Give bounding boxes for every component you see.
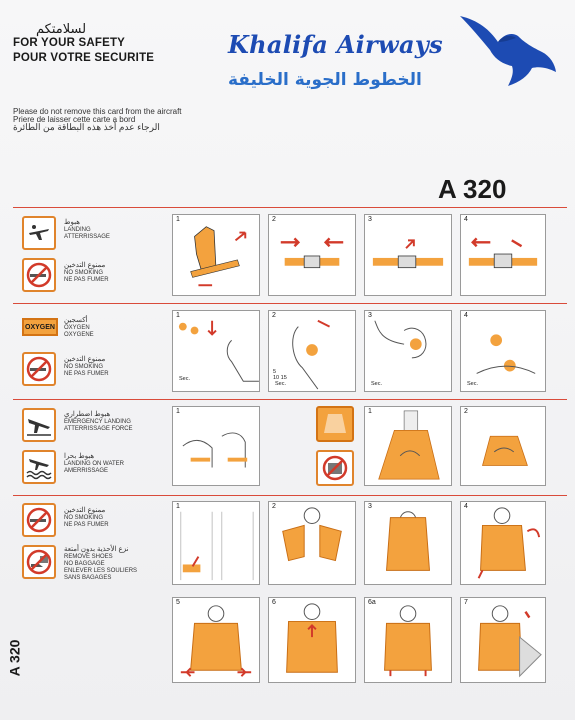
emergency-landing-label-en: EMERGENCY LANDING — [64, 419, 131, 425]
panel-number: 2 — [272, 503, 276, 510]
oxygen-label-en: OXYGEN — [64, 325, 90, 331]
no-smoking-label-en: NO SMOKING — [64, 270, 104, 276]
panel-number: 3 — [368, 503, 372, 510]
brand-name: Khalifa Airways — [228, 30, 443, 59]
panel-number: 2 — [464, 408, 468, 415]
life-vest-panel-1 — [172, 501, 260, 585]
panel-number: 2 — [272, 312, 276, 319]
seatbelt-panel-4 — [460, 214, 546, 296]
life-vest-panel-5 — [172, 597, 260, 683]
no-smoking-icon — [22, 258, 56, 292]
oxygen-panel-3 — [364, 310, 452, 392]
divider — [13, 207, 567, 208]
panel-number: 7 — [464, 599, 468, 606]
water-landing-label-fr: AMERRISSAGE — [64, 468, 109, 474]
life-vest-panel-6a — [364, 597, 452, 683]
notice-english: Please do not remove this card from the aircraft — [13, 107, 182, 116]
seatbelt-panel-3 — [364, 214, 452, 296]
remove-shoes-label-ar: نزع الأحذية بدون أمتعة — [64, 546, 129, 553]
oxygen-label-fr: OXYGENE — [64, 332, 94, 338]
no-baggage-label-fr: SANS BAGAGES — [64, 575, 112, 581]
no-smoking-label — [64, 356, 109, 378]
timer-label: Sec. — [179, 376, 191, 382]
no-smoking-label-fr: NE PAS FUMER — [64, 371, 109, 377]
water-landing-label-en: LANDING ON WATER — [64, 461, 125, 467]
timer-tick: 5 — [273, 369, 277, 375]
water-landing-icon — [22, 450, 56, 484]
panel-number: 1 — [176, 408, 180, 415]
panel-number: 4 — [464, 312, 468, 319]
panel-number: 2 — [272, 216, 276, 223]
landing-label-en: LANDING — [64, 227, 91, 233]
oxygen-badge: OXYGEN — [22, 318, 58, 336]
timer-tick: 15 — [280, 375, 287, 381]
no-baggage-icon — [316, 450, 354, 486]
timer-tick: 10 — [273, 375, 280, 381]
notice-french: Priere de laisser cette carte a bord — [13, 115, 136, 124]
falcon-logo-icon — [458, 12, 558, 90]
panel-number: 6a — [368, 599, 376, 606]
water-landing-label-ar: هبوط بحرا — [64, 453, 95, 460]
timer-ticks — [273, 369, 287, 381]
oxygen-label — [64, 317, 94, 339]
no-smoking-icon — [22, 503, 56, 537]
panel-number: 3 — [368, 216, 372, 223]
remove-shoes-label-en: REMOVE SHOES — [64, 554, 113, 560]
header-french: POUR VOTRE SECURITE — [13, 52, 155, 64]
divider — [13, 399, 567, 400]
remove-shoes-label-fr: ENLEVER LES SOULIERS — [64, 568, 138, 574]
landing-label-fr: ATTERRISSAGE — [64, 234, 110, 240]
no-baggage-label-en: NO BAGGAGE — [64, 561, 105, 567]
no-smoking-label-fr: NE PAS FUMER — [64, 522, 109, 528]
header-arabic: لسلامتكم — [36, 22, 87, 37]
no-smoking-label-ar: ممنوع التدخين — [64, 507, 106, 514]
panel-number: 1 — [176, 503, 180, 510]
slide-panel-1 — [364, 406, 452, 486]
panel-number: 5 — [176, 599, 180, 606]
no-shoes-no-baggage-icon — [22, 545, 56, 579]
no-smoking-label-ar: ممنوع التدخين — [64, 356, 106, 363]
timer-label: Sec. — [275, 381, 287, 387]
divider — [13, 495, 567, 496]
slide-panel-2 — [460, 406, 546, 486]
emergency-landing-label-ar: هبوط اضطراري — [64, 411, 111, 418]
no-smoking-icon — [22, 352, 56, 386]
water-landing-label — [64, 453, 124, 475]
life-vest-icon — [316, 406, 354, 442]
panel-number: 1 — [368, 408, 372, 415]
no-smoking-label-ar: ممنوع التدخين — [64, 262, 106, 269]
panel-number: 3 — [368, 312, 372, 319]
emergency-landing-icon — [22, 408, 56, 442]
no-smoking-label-en: NO SMOKING — [64, 515, 104, 521]
aircraft-model-side: A 320 — [6, 639, 23, 677]
no-smoking-label-en: NO SMOKING — [64, 364, 104, 370]
panel-number: 4 — [464, 216, 468, 223]
seatbelt-panel-2 — [268, 214, 356, 296]
oxygen-panel-4 — [460, 310, 546, 392]
timer-label: Sec. — [467, 381, 479, 387]
no-smoking-label — [64, 507, 109, 529]
landing-label — [64, 219, 110, 241]
divider — [13, 303, 567, 304]
landing-label-ar: هبوط — [64, 219, 80, 226]
panel-number: 1 — [176, 216, 180, 223]
life-vest-panel-4 — [460, 501, 546, 585]
life-vest-panel-3 — [364, 501, 452, 585]
remove-shoes-label — [64, 546, 137, 582]
life-vest-panel-7 — [460, 597, 546, 683]
aircraft-model: A 320 — [438, 174, 507, 204]
life-vest-panel-6 — [268, 597, 356, 683]
brace-position-panel — [172, 406, 260, 486]
oxygen-panel-2 — [268, 310, 356, 392]
panel-number: 4 — [464, 503, 468, 510]
notice-arabic: الرجاء عدم أخذ هذه البطاقة من الطائرة — [13, 122, 160, 132]
header-english: FOR YOUR SAFETY — [13, 37, 126, 49]
seatbelt-sign-icon — [22, 216, 56, 250]
no-smoking-label-fr: NE PAS FUMER — [64, 277, 109, 283]
no-smoking-label — [64, 262, 109, 284]
oxygen-panel-1 — [172, 310, 260, 392]
oxygen-label-ar: أكسجين — [64, 317, 88, 324]
emergency-landing-label-fr: ATTERRISSAGE FORCE — [64, 426, 133, 432]
panel-number: 6 — [272, 599, 276, 606]
seatbelt-panel-1 — [172, 214, 260, 296]
life-vest-panel-2 — [268, 501, 356, 585]
brand-arabic-name: الخطوط الجوية الخليفة — [228, 70, 422, 90]
emergency-landing-label — [64, 411, 133, 433]
panel-number: 1 — [176, 312, 180, 319]
timer-label: Sec. — [371, 381, 383, 387]
